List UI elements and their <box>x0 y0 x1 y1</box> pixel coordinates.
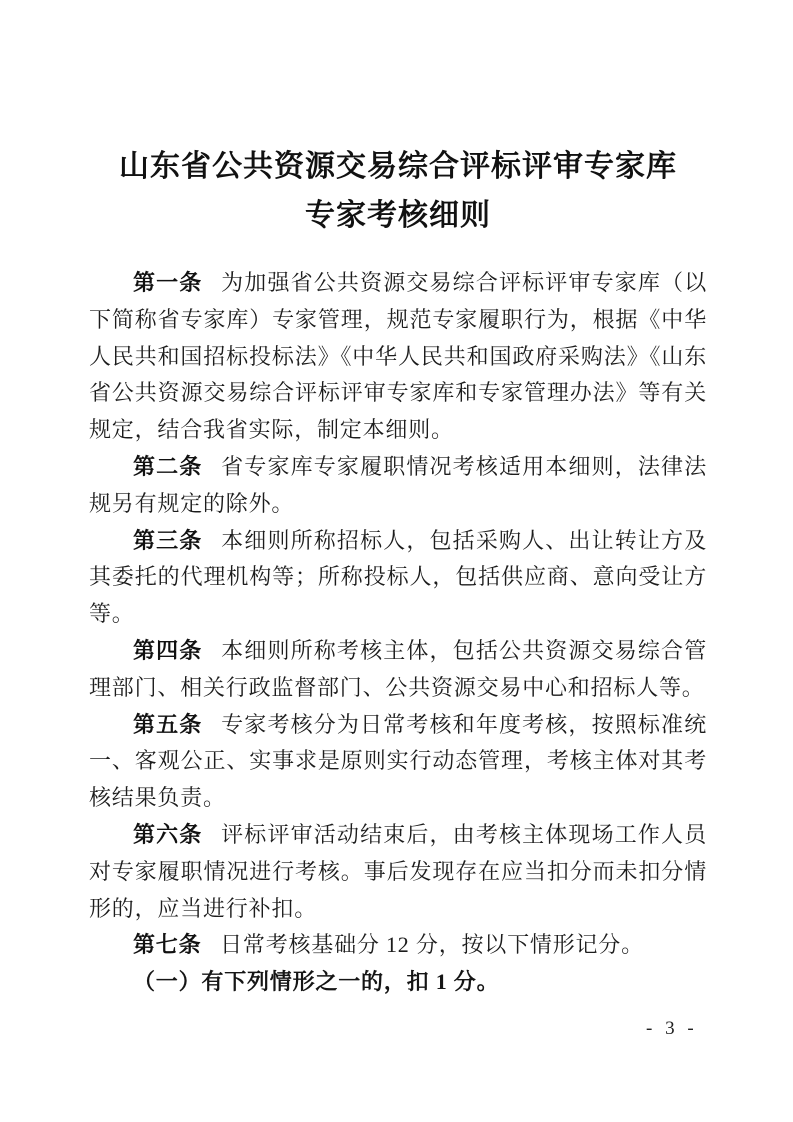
article-number: 第三条 <box>133 527 203 553</box>
title-line-1: 山东省公共资源交易综合评标评审专家库 <box>119 150 677 183</box>
article-text: 日常考核基础分 12 分，按以下情形记分。 <box>220 932 644 958</box>
article-text: 本细则所称招标人，包括采购人、出让转让方及其委托的代理机构等；所称投标人，包括供应商、意向受让方等。 <box>89 527 707 627</box>
article-paragraph-5 <box>89 707 707 817</box>
article-paragraph-4 <box>89 633 707 707</box>
article-number: 第四条 <box>133 637 203 663</box>
document-body <box>89 265 707 1001</box>
document-content <box>89 142 707 1001</box>
clause-item-1: （一）有下列情形之一的，扣 1 分。 <box>133 969 500 995</box>
article-number: 第六条 <box>133 821 203 847</box>
article-paragraph-2 <box>89 449 707 523</box>
article-number: 第一条 <box>133 270 203 295</box>
article-paragraph-6 <box>89 817 707 927</box>
document-title <box>89 142 707 240</box>
article-number: 第二条 <box>133 453 203 479</box>
article-text: 本细则所称考核主体，包括公共资源交易综合管理部门、相关行政监督部门、公共资源交易中心和招标人等。 <box>89 637 707 700</box>
page-number: - 3 - <box>646 1018 698 1039</box>
article-paragraph-7 <box>89 927 707 964</box>
article-paragraph-1 <box>89 265 707 449</box>
article-number: 第七条 <box>133 932 202 958</box>
article-text: 为加强省公共资源交易综合评标评审专家库（以下简称省专家库）专家管理，规范专家履职行为，根据《中华人民共和国招标投标法》《中华人民共和国政府采购法》《山东省公共资源交易综合评标评审专家库和专家管理办法》等有关规定，结合我省实际，制定本细则。 <box>89 270 707 443</box>
article-text: 专家考核分为日常考核和年度考核，按照标准统一、客观公正、实事求是原则实行动态管理，考核主体对其考核结果负责。 <box>89 711 707 811</box>
article-text: 评标评审活动结束后，由考核主体现场工作人员对专家履职情况进行考核。事后发现存在应当扣分而未扣分情形的，应当进行补扣。 <box>89 821 707 921</box>
title-line-2: 专家考核细则 <box>305 199 491 232</box>
article-number: 第五条 <box>133 711 203 737</box>
article-paragraph-3 <box>89 523 707 633</box>
article-text: 省专家库专家履职情况考核适用本细则，法律法规另有规定的除外。 <box>89 453 707 516</box>
